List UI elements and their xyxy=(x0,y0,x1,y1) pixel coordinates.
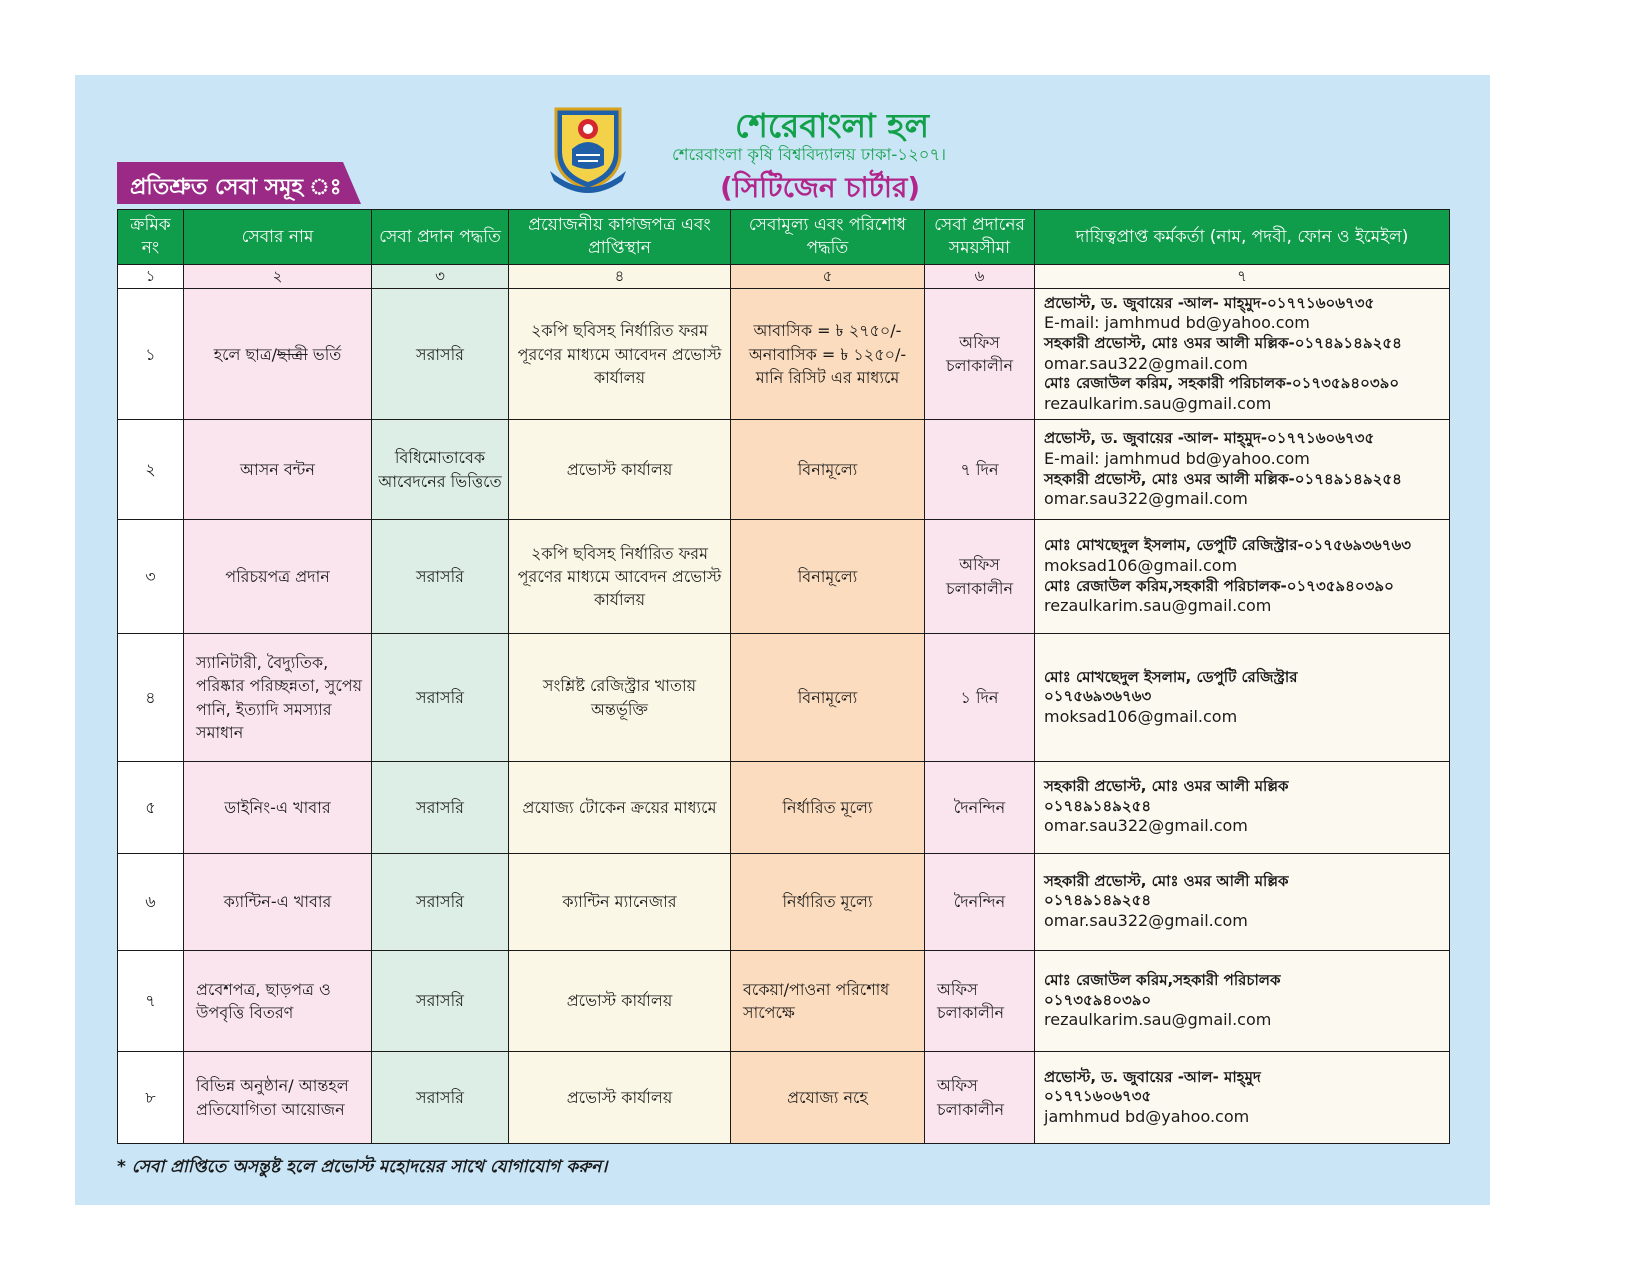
table-row xyxy=(118,853,1450,950)
row-time: দৈনন্দিন xyxy=(925,853,1035,950)
header-documents: প্রয়োজনীয় কাগজপত্র এবং প্রাপ্তিস্থান xyxy=(509,210,731,265)
officer-line: প্রভোস্ট, ড. জুবায়ের -আল- মাহ্‌মুদ-০১৭৭১৬০৬৭৩৫ xyxy=(1044,429,1375,448)
officer-line: প্রভোস্ট, ড. জুবায়ের -আল- মাহ্‌মুদ-০১৭৭১৬০৬৭৩৫ xyxy=(1044,293,1375,312)
row-sl: ৫ xyxy=(118,761,184,853)
table-row xyxy=(118,519,1450,634)
row-method: সরাসরি xyxy=(372,950,509,1051)
table-row xyxy=(118,1052,1450,1144)
row-time: অফিস চলাকালীন xyxy=(925,289,1035,420)
row-sl: ১ xyxy=(118,289,184,420)
row-fee xyxy=(731,289,925,420)
row-documents: ২কপি ছবিসহ নির্ধারিত ফরম পূরণের মাধ্যমে আবেদন প্রভোস্ট কার্যালয় xyxy=(509,519,731,634)
row-time: ৭ দিন xyxy=(925,420,1035,519)
citizen-charter-table xyxy=(117,209,1450,1144)
header-method: সেবা প্রদান পদ্ধতি xyxy=(372,210,509,265)
university-name: শেরেবাংলা কৃষি বিশ্ববিদ্যালয় ঢাকা-১২০৭। xyxy=(672,145,947,164)
officer-email: E-mail: jamhmud bd@yahoo.com xyxy=(1044,448,1310,468)
table-row xyxy=(118,289,1450,420)
row-time: অফিস চলাকালীন xyxy=(925,519,1035,634)
row-officer xyxy=(1035,289,1450,420)
col-number: ৬ xyxy=(925,265,1035,289)
row-sl: ৬ xyxy=(118,853,184,950)
col-number: ৫ xyxy=(731,265,925,289)
row-documents: প্রযোজ্য টোকেন ক্রয়ের মাধ্যমে xyxy=(509,761,731,853)
row-sl: ৩ xyxy=(118,519,184,634)
row-officer xyxy=(1035,420,1450,519)
col-number: ৪ xyxy=(509,265,731,289)
table-header-row xyxy=(118,210,1450,265)
university-seal-icon xyxy=(550,105,626,193)
row-officer xyxy=(1035,761,1450,853)
row-time: অফিস চলাকালীন xyxy=(925,950,1035,1051)
table-row xyxy=(118,634,1450,761)
row-method: বিধিমোতাবেক আবেদনের ভিত্তিতে xyxy=(372,420,509,519)
row-officer xyxy=(1035,1052,1450,1144)
hall-name: শেরেবাংলা হল xyxy=(735,106,930,145)
row-officer xyxy=(1035,853,1450,950)
row-time: দৈনন্দিন xyxy=(925,761,1035,853)
table-row xyxy=(118,420,1450,519)
officer-line: সহকারী প্রভোস্ট, মোঃ ওমর আলী মল্লিক xyxy=(1044,871,1289,890)
row-service: প্রবেশপত্র, ছাড়পত্র ও উপবৃত্তি বিতরণ xyxy=(184,950,372,1051)
officer-email: rezaulkarim.sau@gmail.com xyxy=(1044,1010,1272,1030)
row-service xyxy=(184,289,372,420)
header-fee: সেবামূল্য এবং পরিশোধ পদ্ধতি xyxy=(731,210,925,265)
row-service: আসন বন্টন xyxy=(184,420,372,519)
row-fee: বিনামূল্যে xyxy=(731,634,925,761)
officer-email: moksad106@gmail.com xyxy=(1044,706,1238,726)
col-number: ১ xyxy=(118,265,184,289)
header-time: সেবা প্রদানের সময়সীমা xyxy=(925,210,1035,265)
officer-email: omar.sau322@gmail.com xyxy=(1044,353,1248,373)
officer-email: omar.sau322@gmail.com xyxy=(1044,816,1248,836)
row-time: ১ দিন xyxy=(925,634,1035,761)
table-row xyxy=(118,761,1450,853)
row-sl: ২ xyxy=(118,420,184,519)
row-documents: প্রভোস্ট কার্যালয় xyxy=(509,1052,731,1144)
fee-line: আবাসিক = ৳ ২৭৫০/- xyxy=(753,321,902,341)
officer-line: মোঃ রেজাউল করিম,সহকারী পরিচালক-০১৭৩৫৯৪০৩৯০ xyxy=(1044,576,1394,595)
row-sl: ৮ xyxy=(118,1052,184,1144)
row-officer xyxy=(1035,950,1450,1051)
row-fee: বিনামূল্যে xyxy=(731,420,925,519)
row-officer xyxy=(1035,519,1450,634)
service-text: ভর্তি xyxy=(307,344,342,364)
officer-email: moksad106@gmail.com xyxy=(1044,555,1238,575)
table-row xyxy=(118,950,1450,1051)
charter-title: (সিটিজেন চার্টার) xyxy=(720,171,921,204)
row-method: সরাসরি xyxy=(372,761,509,853)
row-fee: বকেয়া/পাওনা পরিশোধ সাপেক্ষে xyxy=(731,950,925,1051)
officer-line: সহকারী প্রভোস্ট, মোঃ ওমর আলী মল্লিক-০১৭৪৯১৪৯২৫৪ xyxy=(1044,469,1402,488)
officer-email: rezaulkarim.sau@gmail.com xyxy=(1044,596,1272,616)
officer-line: সহকারী প্রভোস্ট, মোঃ ওমর আলী মল্লিক-০১৭৪৯১৪৯২৫৪ xyxy=(1044,334,1402,353)
col-number: ২ xyxy=(184,265,372,289)
row-documents: ২কপি ছবিসহ নির্ধারিত ফরম পূরণের মাধ্যমে আবেদন প্রভোস্ট কার্যালয় xyxy=(509,289,731,420)
officer-line: মোঃ মোখছেদুল ইসলাম, ডেপুটি রেজিস্ট্রার xyxy=(1044,667,1298,686)
row-method: সরাসরি xyxy=(372,289,509,420)
officer-email: omar.sau322@gmail.com xyxy=(1044,910,1248,930)
service-text: হলে ছাত্র/ xyxy=(213,344,278,364)
row-officer xyxy=(1035,634,1450,761)
officer-line: মোঃ রেজাউল করিম, সহকারী পরিচালক-০১৭৩৫৯৪০৩৯০ xyxy=(1044,374,1400,393)
officer-email: jamhmud bd@yahoo.com xyxy=(1044,1106,1250,1126)
footnote: * সেবা প্রাপ্তিতে অসন্তুষ্ট হলে প্রভোস্ট মহোদয়ের সাথে যোগাযোগ করুন। xyxy=(117,1157,608,1177)
officer-email: E-mail: jamhmud bd@yahoo.com xyxy=(1044,313,1310,333)
col-number: ৩ xyxy=(372,265,509,289)
service-struck-text: ছাত্রী xyxy=(277,344,308,364)
row-documents: সংশ্লিষ্ট রেজিস্ট্রার খাতায় অন্তর্ভূক্তি xyxy=(509,634,731,761)
row-service: স্যানিটারী, বৈদ্যুতিক, পরিষ্কার পরিচ্ছন্নতা, সুপেয় পানি, ইত্যাদি সমস্যার সমাধান xyxy=(184,634,372,761)
row-fee: নির্ধারিত মূল্যে xyxy=(731,761,925,853)
officer-line: মোঃ রেজাউল করিম,সহকারী পরিচালক xyxy=(1044,971,1281,990)
row-documents: প্রভোস্ট কার্যালয় xyxy=(509,950,731,1051)
row-sl: ৪ xyxy=(118,634,184,761)
row-time: অফিস চলাকালীন xyxy=(925,1052,1035,1144)
officer-email: rezaulkarim.sau@gmail.com xyxy=(1044,393,1272,413)
row-service: পরিচয়পত্র প্রদান xyxy=(184,519,372,634)
row-fee: বিনামূল্যে xyxy=(731,519,925,634)
row-service: ক্যান্টিন-এ খাবার xyxy=(184,853,372,950)
officer-email: omar.sau322@gmail.com xyxy=(1044,489,1248,509)
row-method: সরাসরি xyxy=(372,634,509,761)
row-service: ডাইনিং-এ খাবার xyxy=(184,761,372,853)
officer-line: ০১৭৪৯১৪৯২৫৪ xyxy=(1044,796,1152,815)
officer-line: ০১৭৭১৬০৬৭৩৫ xyxy=(1044,1087,1152,1106)
header-officer: দায়িত্বপ্রাপ্ত কর্মকর্তা (নাম, পদবী, ফোন ও ইমেইল) xyxy=(1035,210,1450,265)
row-fee: প্রযোজ্য নহে xyxy=(731,1052,925,1144)
col-number: ৭ xyxy=(1035,265,1450,289)
row-method: সরাসরি xyxy=(372,519,509,634)
officer-line: ০১৭৪৯১৪৯২৫৪ xyxy=(1044,891,1152,910)
services-banner-label: প্রতিশ্রুত সেবা সমূহ ঃ xyxy=(130,175,342,200)
officer-line: মোঃ মোখছেদুল ইসলাম, ডেপুটি রেজিস্ট্রার-০১৭৫৬৯৩৬৭৬৩ xyxy=(1044,536,1411,555)
header-service: সেবার নাম xyxy=(184,210,372,265)
officer-line: ০১৭৩৫৯৪০৩৯০ xyxy=(1044,990,1152,1009)
column-number-row xyxy=(118,265,1450,289)
row-fee: নির্ধারিত মূল্যে xyxy=(731,853,925,950)
fee-line: অনাবাসিক = ৳ ১২৫০/- xyxy=(748,344,907,364)
header-sl: ক্রমিক নং xyxy=(118,210,184,265)
row-method: সরাসরি xyxy=(372,1052,509,1144)
officer-line: ০১৭৫৬৯৩৬৭৬৩ xyxy=(1044,687,1152,706)
row-documents: প্রভোস্ট কার্যালয় xyxy=(509,420,731,519)
row-sl: ৭ xyxy=(118,950,184,1051)
row-method: সরাসরি xyxy=(372,853,509,950)
fee-line: মানি রিসিট এর মাধ্যমে xyxy=(755,367,900,387)
officer-line: সহকারী প্রভোস্ট, মোঃ ওমর আলী মল্লিক xyxy=(1044,777,1289,796)
officer-line: প্রভোস্ট, ড. জুবায়ের -আল- মাহ্‌মুদ xyxy=(1044,1067,1261,1086)
row-service: বিভিন্ন অনুষ্ঠান/ আন্তহল প্রতিযোগিতা আয়োজন xyxy=(184,1052,372,1144)
row-documents: ক্যান্টিন ম্যানেজার xyxy=(509,853,731,950)
